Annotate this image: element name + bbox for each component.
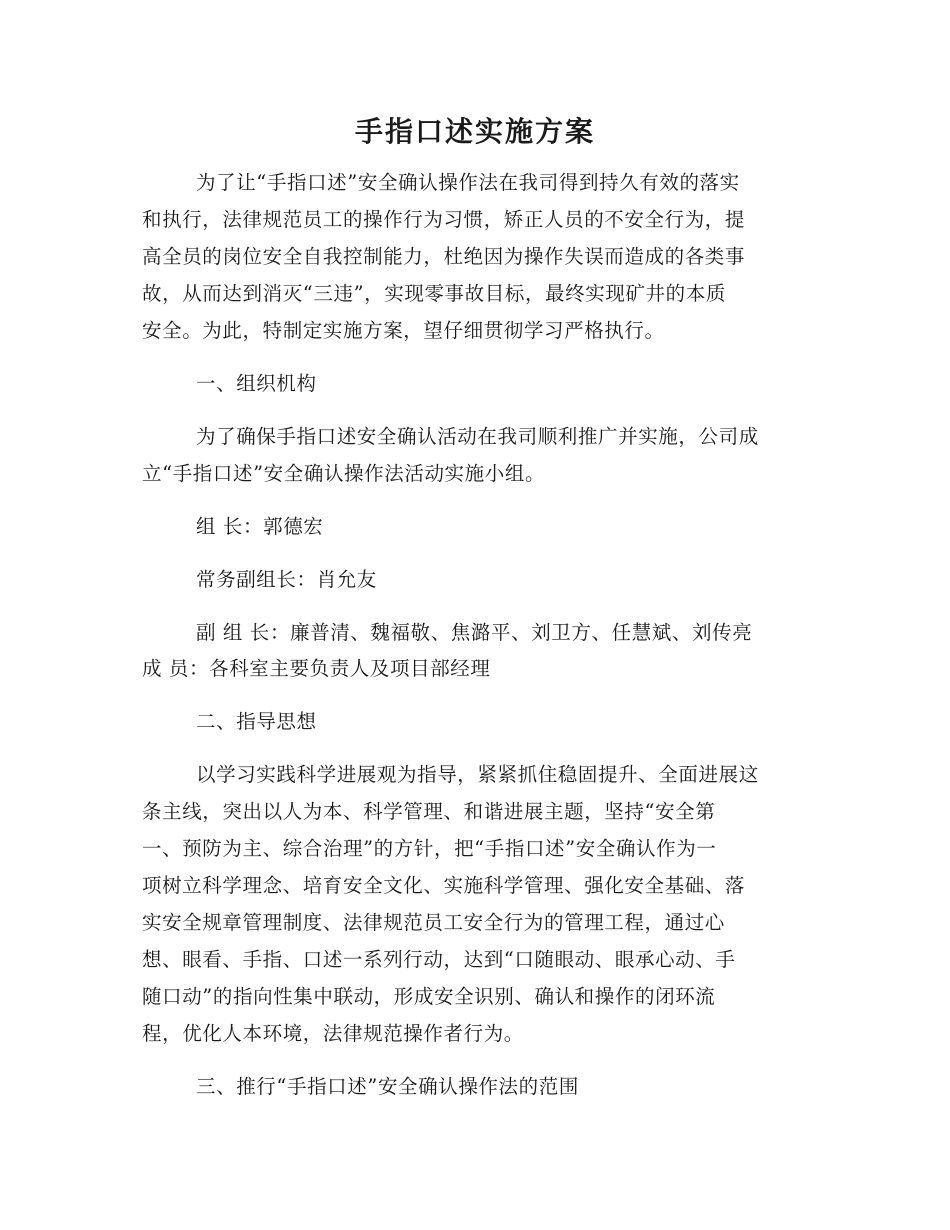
section2-line-3: 一、预防为主、综合治理”的方针，把“手指口述”安全确认作为一 <box>142 837 717 860</box>
exec-deputy-line: 常务副组长：肖允友 <box>196 568 377 591</box>
section2-line-1: 以学习实践科学进展观为指导，紧紧抓住稳固提升、全面进展这 <box>196 763 759 786</box>
section2-line-7: 随口动”的指向性集中联动，形成安全识别、确认和操作的闭环流 <box>142 985 716 1008</box>
section-heading-2: 二、指导思想 <box>196 710 317 733</box>
section2-line-4: 项树立科学理念、培育安全文化、实施科学管理、强化安全基础、落 <box>142 874 746 897</box>
leader-line: 组 长：郭德宏 <box>196 515 324 538</box>
intro-line-3: 高全员的岗位安全自我控制能力，杜绝因为操作失误而造成的各类事 <box>142 245 746 268</box>
section-heading-3: 三、推行“手指口述”安全确认操作法的范围 <box>196 1075 579 1098</box>
members-line: 成 员：各科室主要负责人及项目部经理 <box>142 657 491 680</box>
document-title: 手指口述实施方案 <box>354 115 595 148</box>
intro-line-4: 故，从而达到消灭“三违”，实现零事故目标，最终实现矿井的本质 <box>142 282 726 305</box>
intro-line-2: 和执行，法律规范员工的操作行为习惯，矫正人员的不安全行为，提 <box>142 208 746 231</box>
intro-line-1: 为了让“手指口述”安全确认操作法在我司得到持久有效的落实 <box>196 171 740 194</box>
section-heading-1: 一、组织机构 <box>196 372 317 395</box>
section2-line-5: 实安全规章管理制度、法律规范员工安全行为的管理工程，通过心 <box>142 911 725 934</box>
section2-line-2: 条主线，突出以人为本、科学管理、和谐进展主题，坚持“安全第 <box>142 800 716 823</box>
section2-line-8: 程，优化人本环境，法律规范操作者行为。 <box>142 1022 524 1045</box>
section1-line-1: 为了确保手指口述安全确认活动在我司顺利推广并实施，公司成 <box>196 425 759 448</box>
deputies-line: 副 组 长：廉普清、魏福敬、焦潞平、刘卫方、任慧斌、刘传亮 <box>196 621 753 644</box>
section2-line-6: 想、眼看、手指、口述一系列行动，达到“口随眼动、眼承心动、手 <box>142 948 736 971</box>
section1-line-2: 立“手指口述”安全确认操作法活动实施小组。 <box>142 462 546 485</box>
intro-line-5: 安全。为此，特制定实施方案，望仔细贯彻学习严格执行。 <box>142 319 665 342</box>
